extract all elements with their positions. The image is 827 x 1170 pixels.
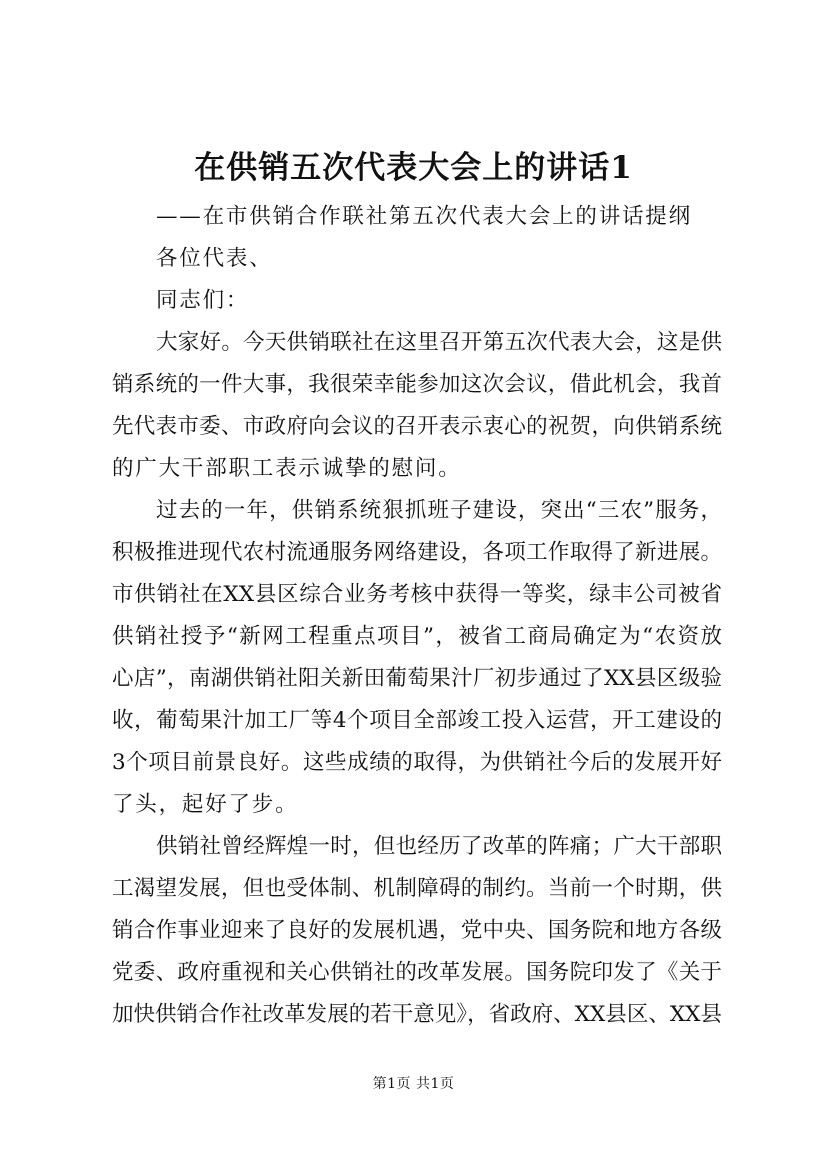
paragraph-2-line: 心店”，南湖供销社阳关新田葡萄果汁厂初步通过了XX县区级验 <box>112 666 722 691</box>
paragraph-1-line: 的广大干部职工表示诚挚的慰问。 <box>112 456 462 481</box>
paragraph-2-line: 收，葡萄果汁加工厂等4个项目全部竣工投入运营，开工建设的 <box>112 708 722 733</box>
paragraph-1-line: 先代表市委、市政府向会议的召开表示衷心的祝贺，向供销系统 <box>112 414 722 439</box>
paragraph-3-line: 党委、政府重视和关心供销社的改革发展。国务院印发了《关于 <box>112 960 722 985</box>
page-number-footer: 第1页 共1页 <box>372 1076 455 1092</box>
salutation-line-2: 同志们： <box>156 288 250 313</box>
paragraph-2-line: 积极推进现代农村流通服务网络建设，各项工作取得了新进展。 <box>112 540 722 565</box>
document-subtitle: ——在市供销合作联社第五次代表大会上的讲话提纲 <box>156 204 692 229</box>
paragraph-3-line: 供销社曾经辉煌一时，但也经历了改革的阵痛；广大干部职 <box>156 834 722 859</box>
paragraph-2-line: 3个项目前景良好。这些成绩的取得，为供销社今后的发展开好 <box>112 750 722 775</box>
salutation-line-1: 各位代表、 <box>156 246 273 271</box>
paragraph-2-line: 了头，起好了步。 <box>112 792 299 817</box>
paragraph-3-line: 销合作事业迎来了良好的发展机遇，党中央、国务院和地方各级 <box>112 918 722 943</box>
paragraph-1-line: 销系统的一件大事，我很荣幸能参加这次会议，借此机会，我首 <box>112 372 722 397</box>
paragraph-3-line: 工渴望发展，但也受体制、机制障碍的制约。当前一个时期，供 <box>112 876 722 901</box>
paragraph-2-line: 供销社授予“新网工程重点项目”，被省工商局确定为“农资放 <box>112 624 722 649</box>
paragraph-3-line: 加快供销合作社改革发展的若干意见》，省政府、XX县区、XX县 <box>112 1002 722 1027</box>
paragraph-1-line: 大家好。今天供销联社在这里召开第五次代表大会，这是供 <box>156 330 722 355</box>
paragraph-2-line: 过去的一年，供销系统狠抓班子建设，突出“三农”服务， <box>156 498 722 523</box>
document-title: 在供销五次代表大会上的讲话1 <box>194 150 633 186</box>
paragraph-2-line: 市供销社在XX县区综合业务考核中获得一等奖，绿丰公司被省 <box>112 582 722 607</box>
